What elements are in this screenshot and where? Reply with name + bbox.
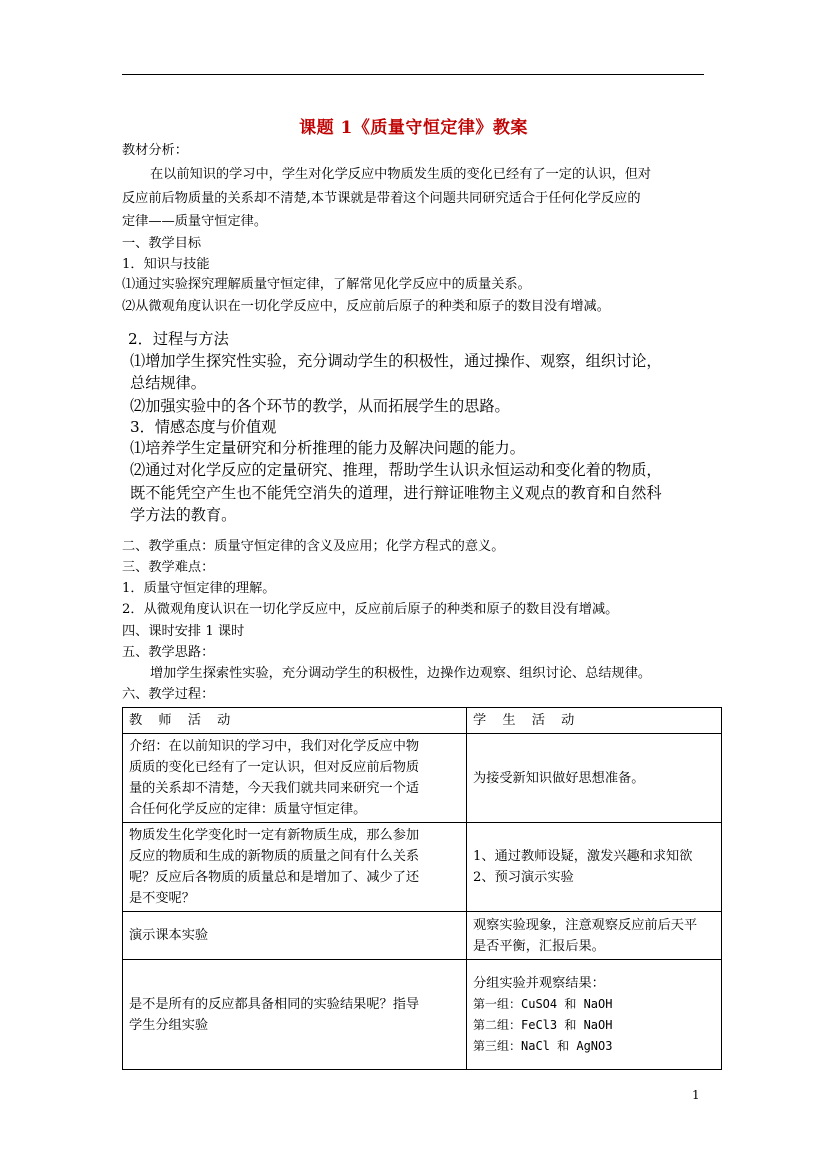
page-number: 1: [692, 1088, 700, 1102]
text-line: ⑴通过实验探究理解质量守恒定律，了解常见化学反应中的质量关系。: [122, 277, 531, 292]
cell-line: 质质的变化已经有了一定认识，但对反应前后物质: [129, 760, 420, 775]
cell-line: 合任何化学反应的定律：质量守恒定律。: [129, 802, 367, 817]
text-line: ⑴培养学生定量研究和分析推理的能力及解决问题的能力。: [130, 439, 525, 457]
text-line: ⑴增加学生探究性实验，充分调动学生的积极性，通过操作、观察，组织讨论，: [130, 352, 662, 370]
text-line: 1．质量守恒定律的理解。: [122, 581, 276, 596]
text-line: ⑵加强实验中的各个环节的教学，从而拓展学生的思路。: [130, 397, 510, 415]
text-line: 定律——质量守恒定律。: [122, 214, 268, 229]
section-heading: 三、教学难点：: [122, 560, 215, 575]
cell-line: 观察实验现象，注意观察反应前后天平: [473, 917, 698, 933]
table-row: [123, 734, 722, 823]
text-line: ⑵从微观角度认识在一切化学反应中，反应前后原子的种类和原子的数目没有增减。: [122, 299, 610, 314]
cell-line: 反应的物质和生成的新物质的质量之间有什么关系: [129, 849, 420, 864]
text-line: ⑵通过对化学反应的定量研究、推理，帮助学生认识永恒运动和变化着的物质，: [130, 461, 662, 479]
cell-line: 第一组：CuSO4 和 NaOH: [473, 996, 613, 1011]
cell-line: 量的关系却不清楚，今天我们就共同来研究一个适: [129, 781, 420, 796]
teacher-activity-cell: [123, 734, 467, 823]
text-line: 学方法的教育。: [130, 506, 237, 524]
cell-line: 1、通过教师设疑，激发兴趣和求知欲: [473, 849, 693, 864]
student-activity-cell: [467, 960, 722, 1070]
table-row: [123, 912, 722, 960]
header-rule: [122, 74, 704, 75]
text-line: 2．从微观角度认识在一切化学反应中，反应前后原子的种类和原子的数目没有增减。: [122, 602, 619, 617]
table-row: [123, 960, 722, 1070]
teacher-activity-cell: [123, 960, 467, 1070]
text-line: 既不能凭空产生也不能凭空消失的道理，进行辩证唯物主义观点的教育和自然科: [130, 484, 662, 502]
table-header-row: [123, 708, 722, 734]
section-heading: 六、教学过程：: [122, 687, 215, 702]
cell-line: 是不变呢？: [129, 891, 195, 906]
cell-line: 是不是所有的反应都具备相同的实验结果呢？指导: [129, 996, 420, 1012]
subsection-heading: 3．情感态度与价值观: [130, 418, 277, 436]
cell-line: 呢？反应后各物质的质量总和是增加了、减少了还: [129, 870, 420, 885]
cell-line: 第三组：NaCl 和 AgNO3: [473, 1038, 613, 1053]
table-row: [123, 823, 722, 912]
subsection-heading: 2．过程与方法: [128, 330, 229, 348]
section-heading: 五、教学思路：: [122, 645, 215, 660]
subsection-heading: 1．知识与技能: [122, 257, 210, 272]
cell-line: 是否平衡，汇报后果。: [473, 938, 605, 954]
section-heading: 二、教学重点：质量守恒定律的含义及应用；化学方程式的意义。: [122, 539, 505, 554]
cell-line: 分组实验并观察结果：: [473, 975, 605, 991]
text-line: 在以前知识的学习中，学生对化学反应中物质发生质的变化已经有了一定的认识，但对: [150, 167, 652, 182]
text-line: 教材分析：: [122, 143, 188, 158]
cell-line: 2、预习演示实验: [473, 870, 574, 885]
section-heading: 四、课时安排 1 课时: [122, 624, 245, 639]
text-line: 增加学生探索性实验，充分调动学生的积极性，边操作边观察、组织讨论、总结规律。: [150, 666, 652, 681]
text-line: 总结规律。: [130, 374, 206, 392]
cell-line: 学生分组实验: [129, 1017, 209, 1033]
teacher-activity-cell: [123, 912, 467, 960]
student-activity-cell: [467, 823, 722, 912]
teaching-process-table: [122, 707, 722, 1070]
cell-line: 演示课本实验: [129, 928, 209, 943]
student-activity-cell: [467, 912, 722, 960]
text-line: 反应前后物质量的关系却不清楚,本节课就是带着这个问题共同研究适合于任何化学反应的: [122, 191, 641, 206]
cell-line: 第二组：FeCl3 和 NaOH: [473, 1017, 613, 1032]
column-header-teacher: 教 师 活 动: [123, 708, 467, 734]
cell-line: 介绍：在以前知识的学习中，我们对化学反应中物: [129, 739, 420, 754]
section-heading: 一、教学目标: [122, 236, 202, 251]
page-title: 课题 1《质量守恒定律》教案: [299, 118, 528, 138]
student-activity-cell: [467, 734, 722, 823]
column-header-student: 学 生 活 动: [467, 708, 722, 734]
teacher-activity-cell: [123, 823, 467, 912]
cell-line: 为接受新知识做好思想准备。: [473, 770, 645, 786]
cell-line: 物质发生化学变化时一定有新物质生成，那么参加: [129, 828, 420, 843]
